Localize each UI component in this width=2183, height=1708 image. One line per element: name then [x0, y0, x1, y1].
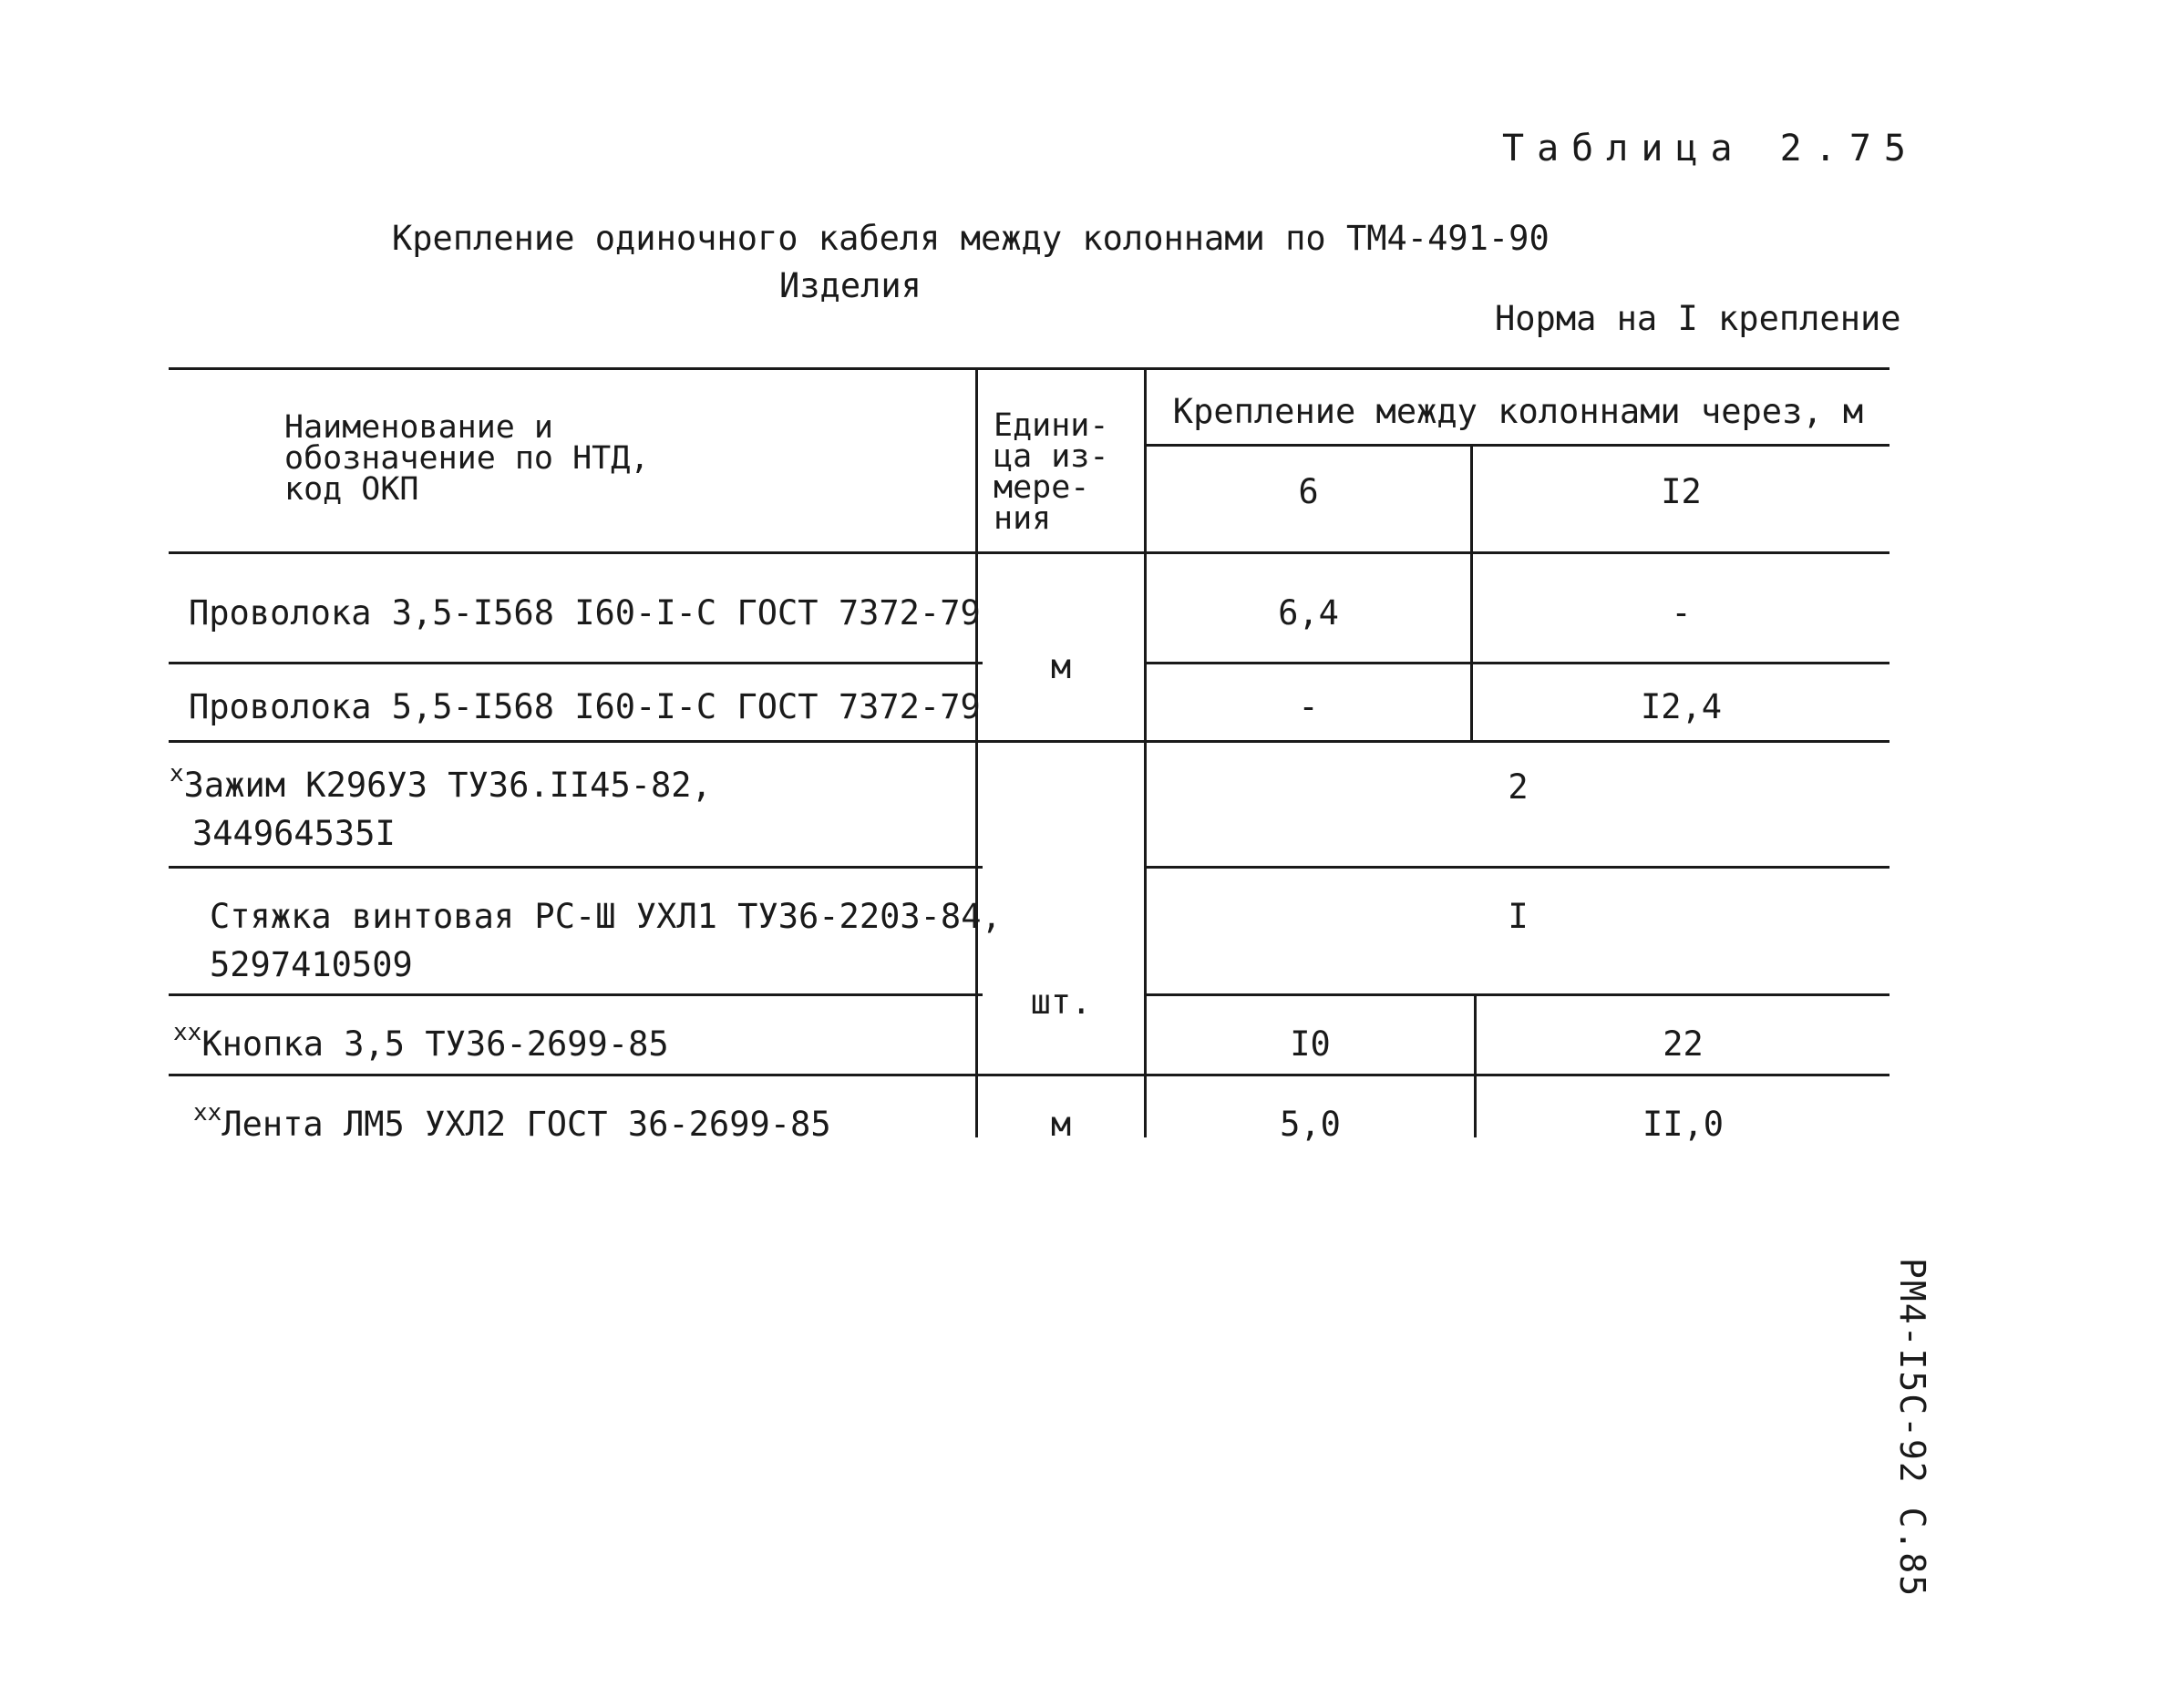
row-value-merged: I	[1508, 897, 1529, 936]
row-name: Проволока 3,5-I568 I60-I-С ГОСТ 7372-79	[189, 593, 981, 633]
row-code: 344964535I	[192, 814, 396, 853]
row-value-12: -	[1671, 593, 1692, 633]
rule-row2	[169, 740, 1890, 743]
rule-subheader	[1147, 444, 1890, 447]
row-value-6: 5,0	[1280, 1105, 1341, 1144]
row-name: Проволока 5,5-I568 I60-I-С ГОСТ 7372-79	[189, 687, 981, 726]
row-name: $^x$Зажим К296У3 ТУ36.II45-82,	[170, 760, 712, 805]
rule-row3-values	[1147, 866, 1890, 869]
row-name: Стяжка винтовая РС-Ш УХЛ1 ТУ36-2203-84,	[210, 897, 1002, 936]
footnote-mark: x	[170, 760, 184, 787]
page-title: Крепление одиночного кабеля между колоннами по ТМ4-491-90	[392, 219, 1550, 258]
row-value-merged: 2	[1508, 767, 1529, 807]
column-header-name: Наименование и обозначение по НТД, код ОКП	[284, 409, 650, 508]
row-value-12: 22	[1663, 1024, 1704, 1064]
row-code: 5297410509	[210, 945, 413, 984]
row-value-6: -	[1298, 687, 1319, 726]
row-value-12: II,0	[1642, 1105, 1725, 1144]
rule-col-unit-left	[975, 367, 978, 1137]
row-value-6: I0	[1290, 1024, 1331, 1064]
rule-top	[169, 367, 1890, 370]
table-number: Таблица 2.75	[1502, 128, 1919, 170]
footnote-mark: xx	[193, 1099, 222, 1127]
rule-row3	[169, 866, 983, 869]
document-code: РМ4-I5С-92 С.85	[1892, 1258, 1932, 1599]
norm-note: Норма на I крепление	[1495, 299, 1901, 338]
rule-row4-values	[1147, 993, 1890, 996]
rule-row1	[169, 662, 983, 664]
row-value-6: 6,4	[1278, 593, 1339, 633]
rule-row4	[169, 993, 983, 996]
row-unit: шт.	[1030, 983, 1092, 1022]
page-subtitle: Изделия	[779, 266, 922, 305]
rule-row5	[169, 1074, 1890, 1076]
column-header-12: I2	[1661, 472, 1702, 511]
row-name: $^{xx}$Кнопка 3,5 ТУ36-2699-85	[173, 1019, 669, 1064]
column-header-6: 6	[1298, 472, 1319, 511]
row-unit: м	[1050, 1105, 1072, 1144]
footnote-mark: xx	[173, 1019, 202, 1046]
column-header-group: Крепление между колоннами через, м	[1172, 392, 1864, 431]
column-header-unit: Едини- ца из- мере- ния	[994, 407, 1109, 537]
rule-header-bottom	[169, 551, 1890, 554]
rule-row1-values	[1147, 662, 1890, 664]
row-value-12: I2,4	[1640, 687, 1723, 726]
row-name: $^{xx}$Лента ЛМ5 УХЛ2 ГОСТ 36-2699-85	[193, 1099, 831, 1144]
row-unit: м	[1050, 647, 1072, 686]
